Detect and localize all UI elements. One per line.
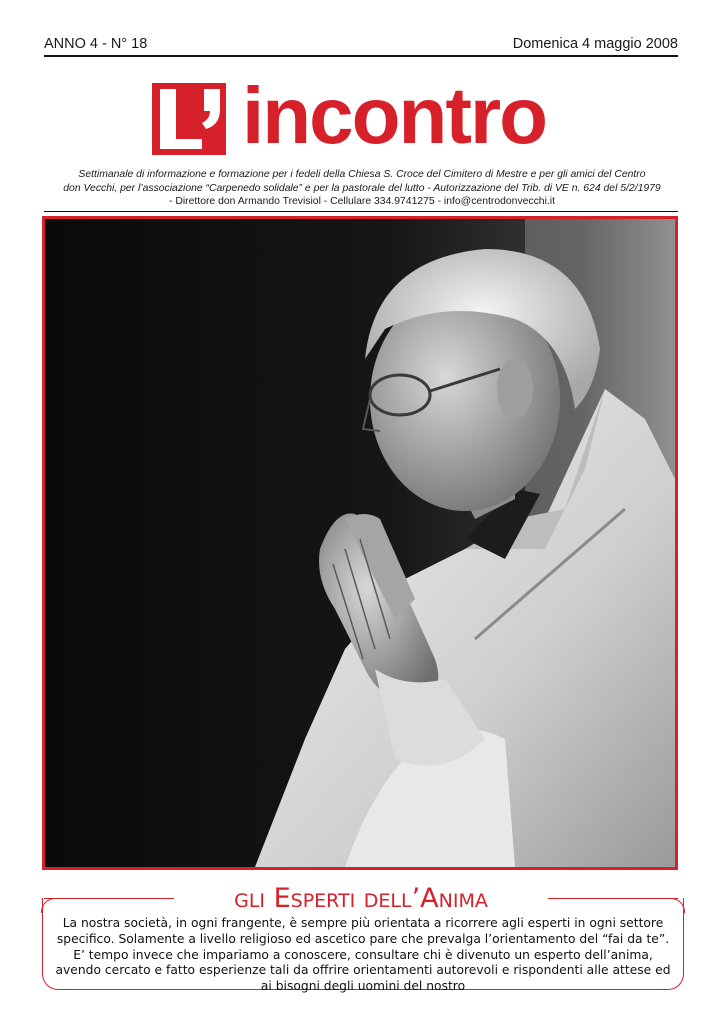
masthead-rule — [44, 211, 678, 212]
article-headline: gli Esperti dell’Anima — [234, 883, 488, 914]
logo-mark — [152, 83, 226, 155]
cover-photo — [42, 216, 678, 870]
masthead-contact-line: - Direttore don Armando Trevisiol - Cellulare 334.9741275 - info@centrodonvecchi.it — [169, 196, 555, 207]
top-rule — [44, 55, 678, 57]
article-body: La nostra società, in ogni frangente, è sempre più orientata a ricorrere agli esperti in ogni settore specifico. Solamente a livello religioso ed ascetico pare che prevalga l’orientamento del “fai da te”. E’ tempo invece che impariamo a conoscere, consultare chi è divenuto un esperto dell’anima, avendo cercato e fatto esperienze tali da offrire orientamenti autorevoli e rispondenti alle attese ed ai bisogni degli uomini del nostro — [55, 916, 671, 994]
article-box — [42, 898, 684, 994]
newspaper-logo — [152, 71, 572, 160]
issue-date: Domenica 4 maggio 2008 — [512, 36, 678, 52]
issue-number: ANNO 4 - N° 18 — [44, 36, 148, 52]
top-bar — [44, 36, 678, 56]
priest-praying-image — [45, 219, 675, 867]
masthead-line-1: Settimanale di informazione e formazione per i fedeli della Chiesa S. Croce del Cimitero di Mestre e per gli amici del Centro — [78, 169, 646, 180]
masthead-subtitle — [40, 168, 684, 209]
logo-wordmark: incontro — [242, 71, 546, 160]
logo-l-icon — [152, 83, 226, 155]
masthead-line-2: don Vecchi, per l’associazione “Carpenedo solidale” e per la pastorale del lutto - Autorizzazione del Trib. di VE n. 624 del 5/2/1979 — [63, 182, 661, 194]
